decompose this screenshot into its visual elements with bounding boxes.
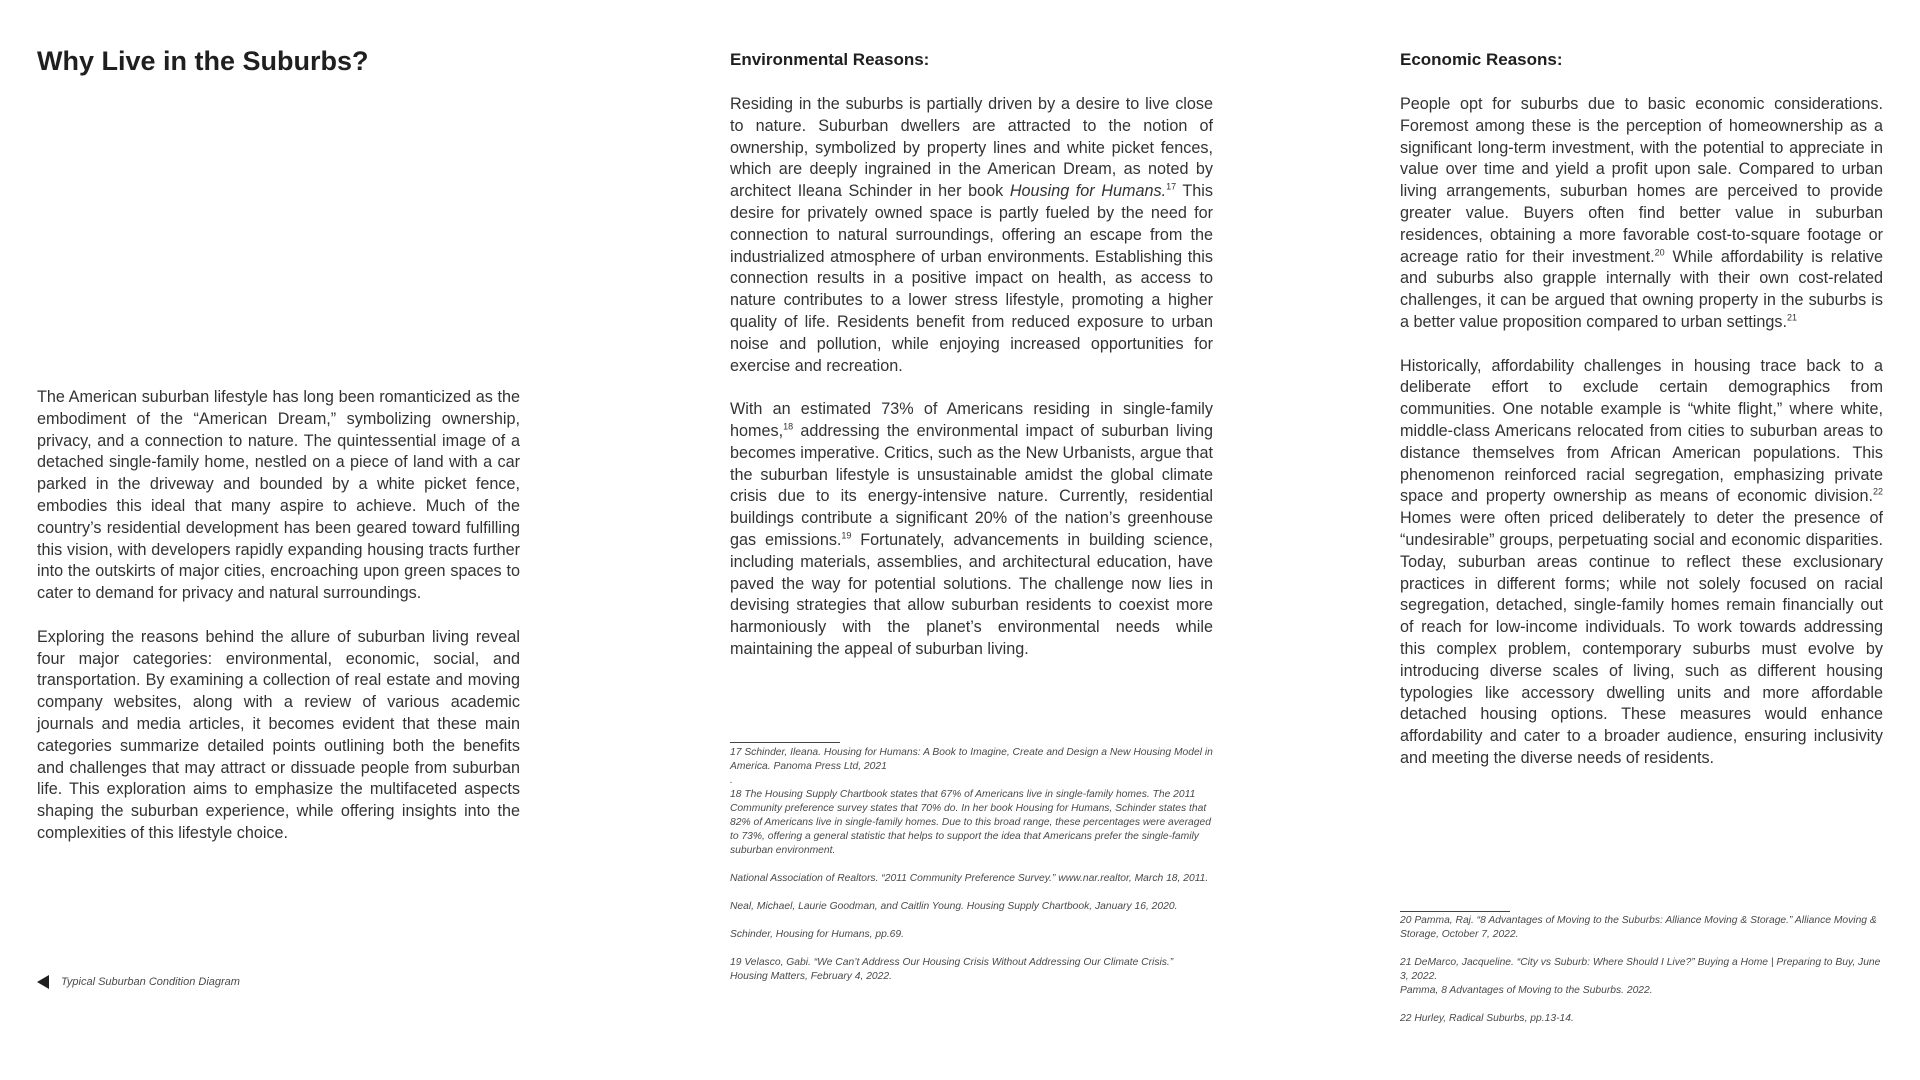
environmental-paragraph-2 [730, 399, 1213, 661]
footnote-separator: . [730, 775, 733, 786]
figure-caption [37, 975, 240, 989]
econ-p1-text-b: While affordability is relative and suburbs also grapple internally with their own cost-related challenges, it can be argued that owning property in the suburbs is a better value proposition compared to urban settings. [1400, 247, 1883, 331]
footnote-ref-18: 18 [783, 421, 794, 432]
environmental-footnotes [730, 746, 1213, 984]
footnote-22: 22 Hurley, Radical Suburbs, pp.13-14. [1400, 1013, 1574, 1024]
env-p1-text-b: This desire for privately owned space is partly fueled by the need for connection to natural surroundings, offering an escape from the industrialized atmosphere of urban environments. Establishing this connection results in a positive impact on health, as access to nature contributes to a lower stress lifestyle, promoting a higher quality of life. Residents benefit from reduced exposure to urban noise and pollution, while enjoying increased opportunities for exercise and recreation. [730, 182, 1213, 375]
footnote-ref-22: 22 [1872, 486, 1883, 497]
economic-paragraph-2 [1400, 356, 1883, 770]
footnote-18: 18 The Housing Supply Chartbook states that 67% of Americans live in single-family homes. The 2011 Community preference survey states that 70% do. In her book Housing for Humans, Schinder states that 82% of Americans live in single-family homes. Due to this broad range, these percentages were averaged to 73%, offering a general statistic that helps to support the idea that Americans prefer the single-family suburban environment. [730, 789, 1211, 856]
footnote-19: 19 Velasco, Gabi. “We Can’t Address Our Housing Crisis Without Addressing Our Climate Crisis.” Housing Matters, February 4, 2022. [730, 957, 1174, 982]
figure-caption-text: Typical Suburban Condition Diagram [61, 976, 240, 988]
env-p2-text-b: addressing the environmental impact of suburban living becomes imperative. Critics, such as the New Urbanists, argue that the suburban lifestyle is unsustainable amidst the global climate crisis due to its energy-intensive nature. Currently, residential buildings contribute a significant 20% of the nation’s greenhouse gas emissions. [730, 421, 1213, 549]
footnote-divider [1400, 911, 1510, 912]
env-p2-text-c: Fortunately, advancements in building science, including materials, assemblies, and architectural education, have paved the way for potential solutions. The challenge now lies in devising strategies that allow suburban residents to coexist more harmoniously with the planet’s environmental needs while maintaining the appeal of suburban living. [730, 530, 1214, 658]
env-p2-text-a: With an estimated 73% of Americans residing in single-family homes, [730, 400, 1213, 440]
footnote-21-source-pamma: Pamma, 8 Advantages of Moving to the Suburbs. 2022. [1400, 985, 1653, 996]
footnote-18-source-schinder: Schinder, Housing for Humans, pp.69. [730, 929, 905, 940]
economic-paragraph-1 [1400, 94, 1883, 334]
economic-heading: Economic Reasons: [1400, 50, 1563, 69]
environmental-body [730, 94, 1213, 661]
economic-footnotes [1400, 914, 1883, 1026]
left-triangle-arrow-icon [37, 975, 49, 989]
footnote-20: 20 Pamma, Raj. “8 Advantages of Moving to the Suburbs: Alliance Moving & Storage.” Alliance Moving & Storage, October 7, 2022. [1400, 915, 1877, 940]
footnote-ref-19: 19 [841, 530, 852, 541]
economic-body [1400, 94, 1883, 770]
environmental-heading: Environmental Reasons: [730, 50, 930, 69]
footnote-17: 17 Schinder, Ileana. Housing for Humans: A Book to Imagine, Create and Design a New Housing Model in America. Panoma Press Ltd, 2021 [730, 747, 1213, 772]
intro-body [37, 387, 520, 845]
econ-p2-text-a: Historically, affordability challenges in housing trace back to a deliberate effort to exclude certain demographics from communities. One notable example is “white flight,” where white, middle-class Americans relocated from cities to suburban areas to distance themselves from African American populations. This phenomenon reinforced racial segregation, emphasizing private space and property ownership as means of economic division. [1400, 356, 1883, 506]
footnote-ref-21: 21 [1786, 312, 1797, 323]
footnote-18-source-nar: National Association of Realtors. “2011 Community Preference Survey.” www.nar.realtor, March 18, 2011. [730, 873, 1209, 884]
footnote-21: 21 DeMarco, Jacqueline. “City vs Suburb: Where Should I Live?” Buying a Home | Preparing to Buy, June 3, 2022. [1400, 957, 1881, 982]
footnote-divider [730, 742, 840, 743]
intro-paragraph-1: The American suburban lifestyle has long been romanticized as the embodiment of the “American Dream,” symbolizing ownership, privacy, and a connection to nature. The quintessential image of a detached single-family home, nestled on a piece of land with a car parked in the driveway and bounded by a white picket fence, embodies this ideal that many aspire to achieve. Much of the country’s residential development has been geared toward fulfilling this vision, with developers rapidly expanding housing tracts further into the outskirts of major cities, encroaching upon green spaces to cater to demand for privacy and natural surroundings. [37, 388, 520, 603]
footnote-ref-17: 17 [1166, 181, 1177, 192]
book-title: Housing for Humans. [1009, 182, 1167, 201]
intro-paragraph-2: Exploring the reasons behind the allure of suburban living reveal four major categories: environmental, economic, social, and transportation. By examining a collection of real estate and moving company websites, along with a review of various academic journals and media articles, it becomes evident that these main categories summarize detailed points outlining both the benefits and challenges that may attract or dissuade people from suburban life. This exploration aims to emphasize the multifaceted aspects shaping the suburban experience, while offering insights into the complexities of this lifestyle choice. [37, 627, 520, 842]
footnote-ref-20: 20 [1654, 247, 1665, 258]
footnote-18-source-neal: Neal, Michael, Laurie Goodman, and Caitlin Young. Housing Supply Chartbook, January 16, 2020. [730, 901, 1178, 912]
env-p1-text-a: Residing in the suburbs is partially driven by a desire to live close to nature. Suburban dwellers are attracted to the notion of ownership, symbolized by property lines and white picket fences, which are deeply ingrained in the American Dream, as noted by architect Ileana Schinder in her book [730, 95, 1213, 201]
econ-p2-text-b: Homes were often priced deliberately to deter the presence of “undesirable” groups, perpetuating social and economic disparities. Today, suburban areas continue to reflect these exclusionary practices in different forms; while not solely focused on racial segregation, detached, single-family homes remain financially out of reach for low-income individuals. To work towards addressing this complex problem, contemporary suburbs must evolve by introducing diverse scales of living, such as different housing typologies like accessory dwelling units and more affordable detached housing options. These measures would enhance affordability and cater to a broader audience, ensuring inclusivity and meeting the diverse needs of residents. [1400, 509, 1883, 767]
page-title: Why Live in the Suburbs? [37, 46, 369, 76]
environmental-paragraph-1 [730, 94, 1213, 377]
econ-p1-text-a: People opt for suburbs due to basic economic considerations. Foremost among these is the perception of homeownership as a significant long-term investment, with the potential to appreciate in value over time and yield a profit upon sale. Compared to urban living arrangements, suburban homes are perceived to provide greater value. Buyers often find better value in suburban residences, obtaining a more favorable cost-to-square footage or acreage ratio for their investment. [1400, 95, 1883, 266]
